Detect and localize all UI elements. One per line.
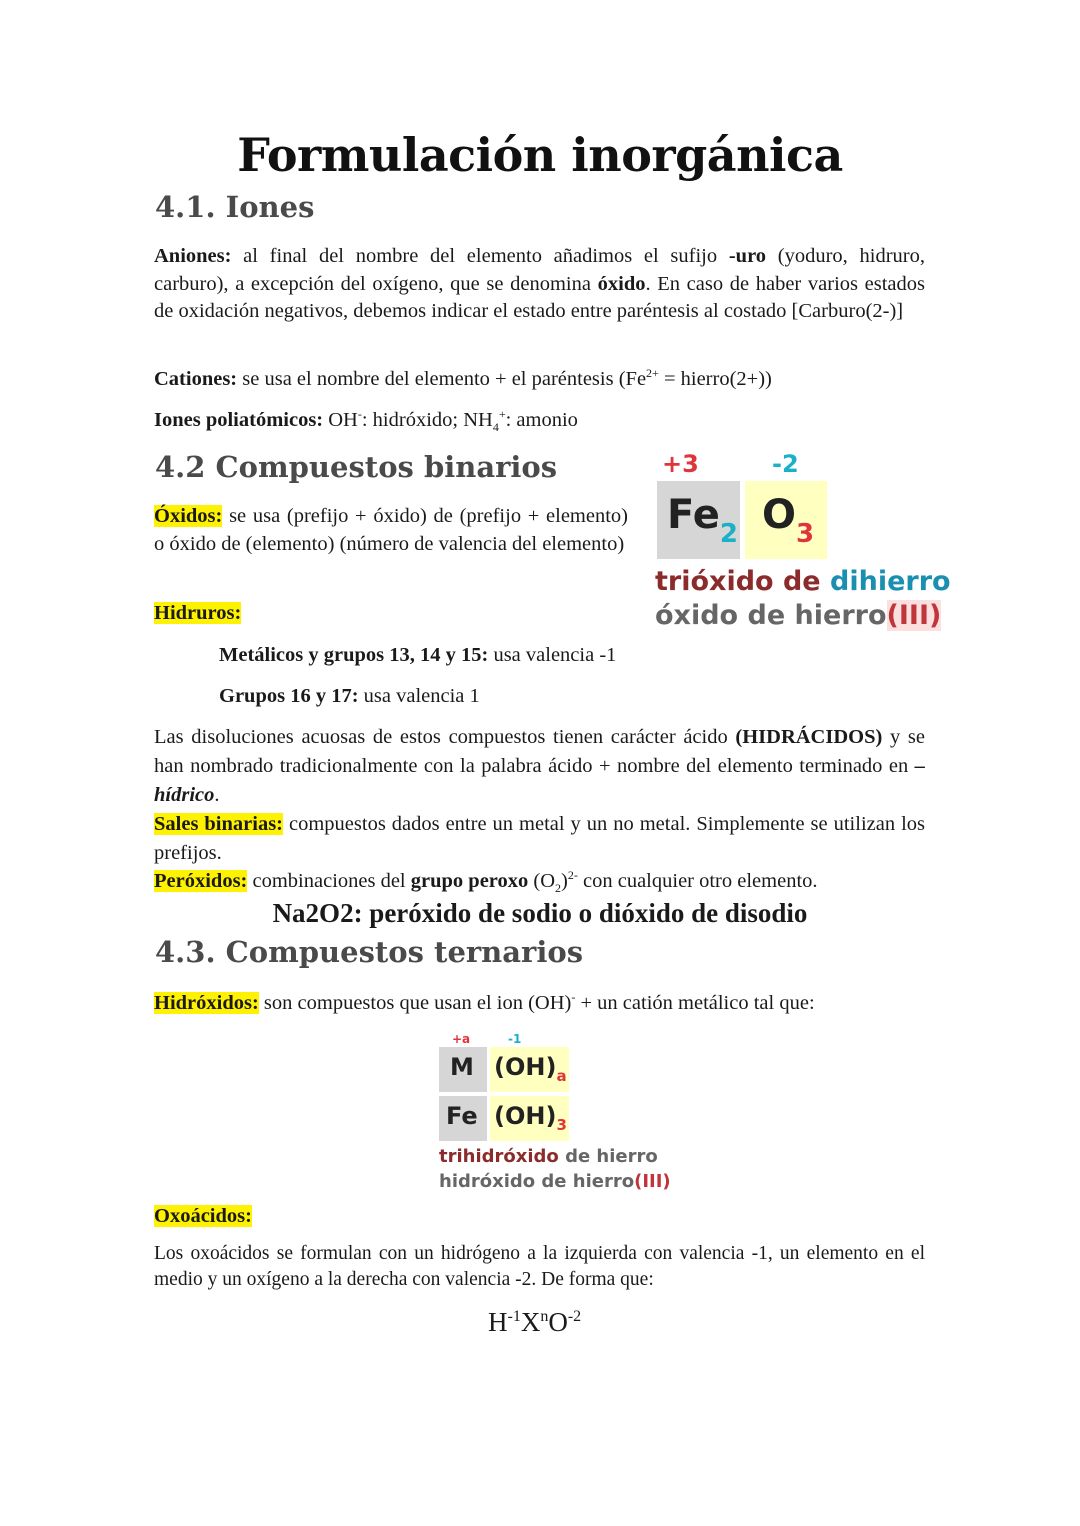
feoh3-name-stock: [439, 1171, 671, 1192]
valence-fe: +3: [662, 450, 699, 478]
peroxidos-text: ): [561, 870, 568, 892]
hidrico-suffix: –hídrico: [154, 755, 925, 806]
formula-o-valence: -2: [567, 1308, 582, 1325]
aniones-oxido: óxido: [597, 272, 646, 295]
aniones-text: (yoduro, hidruro, carburo), a excepción del oxígeno, que se denomina: [154, 245, 925, 295]
poli-text: : hidróxido; NH: [361, 409, 493, 431]
aniones-paragraph: [154, 243, 925, 326]
name-part: trióxido de: [655, 566, 831, 597]
roman-valence: (III): [634, 1171, 671, 1192]
cationes-line: [154, 366, 772, 393]
name-part: óxido de hierro: [655, 600, 887, 631]
metalicos-label: Metálicos y grupos 13, 14 y 15:: [219, 644, 489, 666]
cationes-text: se usa el nombre del elemento + el paréntesis (Fe: [237, 368, 647, 390]
fe-subscript: 2: [719, 519, 738, 549]
valence-o: -2: [772, 450, 799, 478]
sales-paragraph: [154, 810, 925, 868]
oxidos-paragraph: [154, 503, 628, 558]
oh-text: (OH): [494, 1053, 557, 1081]
valence-oh: -1: [508, 1032, 522, 1046]
oxoacidos-paragraph: Los oxoácidos se formulan con un hidrógeno a la izquierda con valencia -1, un elemento en el medio y un oxígeno a la derecha con valencia -2. De forma que:: [154, 1243, 925, 1290]
oh-subscript-a: a: [556, 1067, 567, 1085]
fe2o3-name-stock: [655, 600, 941, 631]
roman-valence: (III): [886, 600, 942, 631]
name-part: de hierro: [558, 1146, 658, 1167]
hidroxidos-label: Hidróxidos:: [154, 992, 259, 1014]
peroxo-bold: grupo peroxo: [410, 870, 529, 892]
aniones-text: . En caso de haber varios estados de oxidación negativos, debemos indicar el estado entre paréntesis al costado [Carburo(2-)]: [154, 272, 925, 322]
grupos-line: [219, 683, 480, 710]
oxoacidos-line: [154, 1203, 252, 1230]
hidroxidos-text: + un catión metálico tal que:: [575, 992, 815, 1014]
fe2o3-name-systematic: [655, 566, 951, 597]
peroxidos-label: Peróxidos:: [154, 870, 248, 892]
poli-charge: +: [498, 407, 506, 422]
peroxidos-line: [154, 868, 818, 895]
poliatomicos-label: Iones poliatómicos:: [154, 409, 324, 431]
heading-4-1: 4.1. Iones: [155, 190, 315, 224]
hidruros-line: [154, 600, 241, 627]
formula-h: H: [488, 1307, 508, 1337]
oxoacid-formula: [488, 1307, 581, 1338]
formula-x: X: [520, 1307, 541, 1337]
grupos-label: Grupos 16 y 17:: [219, 685, 359, 707]
peroxo-subscript: 2: [555, 881, 562, 896]
hidruros-label: Hidruros:: [154, 602, 242, 624]
peroxido-example: Na2O2: peróxido de sodio o dióxido de disodio: [272, 898, 808, 928]
fe-text: Fe: [667, 492, 720, 538]
formula-h-valence: -1: [507, 1308, 521, 1325]
poli-subscript: 4: [492, 420, 499, 435]
o-text: O: [762, 492, 797, 538]
hidroxidos-text: son compuestos que usan el ion (OH): [258, 992, 572, 1014]
name-part: trihidróxido: [439, 1146, 559, 1167]
peroxidos-text: (O: [528, 870, 556, 892]
oh-text: (OH): [494, 1102, 557, 1130]
metalicos-text: usa valencia -1: [488, 644, 617, 666]
feoh3-name-systematic: [439, 1146, 658, 1167]
poliatomicos-line: [154, 407, 578, 434]
hidroxidos-line: [154, 990, 815, 1017]
peroxidos-text: con cualquier otro elemento.: [577, 870, 818, 892]
hidroxido-charge: -: [571, 990, 576, 1005]
formula-x-valence: n: [540, 1308, 549, 1325]
hidracidos-bold: (HIDRÁCIDOS): [735, 726, 883, 748]
sales-label: Sales binarias:: [154, 813, 284, 835]
hidracidos-paragraph: [154, 723, 925, 810]
formula-o: O: [548, 1307, 568, 1337]
hidracidos-text: .: [214, 784, 220, 806]
aniones-label: Aniones:: [154, 245, 232, 267]
aniones-suffix: -uro: [728, 245, 767, 267]
poli-text: OH: [323, 409, 358, 431]
oxidos-label: Óxidos:: [154, 505, 223, 527]
symbol-fe-small: Fe: [446, 1102, 478, 1130]
aniones-text: al final del nombre del elemento añadimos el sufijo: [231, 245, 729, 267]
peroxidos-text: combinaciones del: [247, 870, 411, 892]
heading-4-3: 4.3. Compuestos ternarios: [155, 935, 584, 969]
name-part: dihierro: [830, 566, 951, 597]
page-title: Formulación inorgánica: [237, 128, 843, 182]
sales-text: compuestos dados entre un metal y un no metal. Simplemente se utilizan los prefijos.: [154, 813, 925, 864]
symbol-o: [762, 492, 815, 549]
heading-4-2: 4.2 Compuestos binarios: [155, 450, 558, 484]
poli-text: : amonio: [505, 409, 578, 431]
name-part: hidróxido de hierro: [439, 1171, 635, 1192]
symbol-m: M: [450, 1053, 474, 1081]
grupos-text: usa valencia 1: [358, 685, 480, 707]
hidracidos-text: y se han nombrado tradicionalmente con la palabra ácido + nombre del elemento terminado en: [154, 726, 926, 777]
o-subscript: 3: [796, 519, 815, 549]
cationes-text: = hierro(2+)): [658, 368, 772, 390]
oxidos-text: se usa (prefijo + óxido) de (prefijo + elemento) o óxido de (elemento) (número de valencia del elemento): [154, 505, 628, 555]
poli-charge: -: [357, 407, 362, 422]
hidracidos-text: Las disoluciones acuosas de estos compuestos tienen carácter ácido: [154, 726, 736, 748]
metalicos-line: [219, 642, 616, 669]
oh-group-fe: [494, 1102, 567, 1134]
oh-subscript-3: 3: [556, 1116, 567, 1134]
oh-group-m: [494, 1053, 567, 1085]
cationes-charge: 2+: [646, 366, 659, 381]
cationes-label: Cationes:: [154, 368, 238, 390]
valence-m: +a: [452, 1032, 471, 1046]
peroxo-charge: 2-: [567, 868, 578, 883]
oxoacidos-label: Oxoácidos:: [154, 1205, 252, 1227]
symbol-fe: [667, 492, 738, 549]
